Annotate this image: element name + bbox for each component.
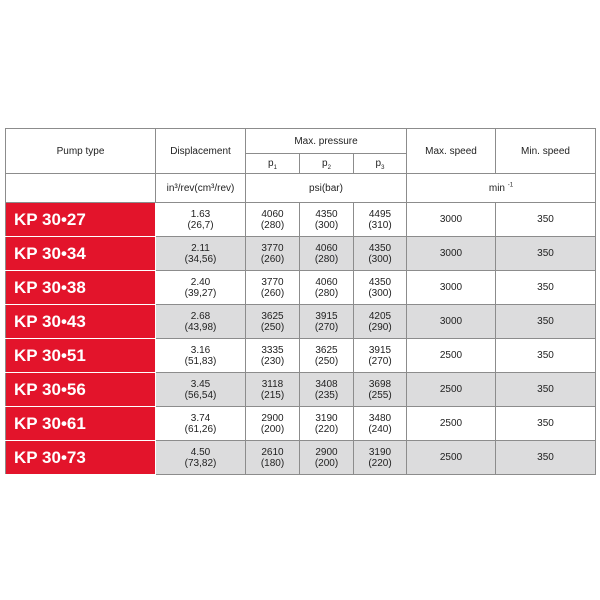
- p2-psi: 4060: [315, 242, 338, 254]
- pump-type-cell: KP 30•61: [6, 407, 156, 441]
- units-speed-label: min: [488, 182, 505, 194]
- p2-psi: 3625: [315, 344, 338, 356]
- table-row: [6, 407, 596, 441]
- units-displacement: [156, 174, 246, 203]
- p1-bar: (230): [260, 355, 285, 367]
- max-speed-cell: 2500: [407, 339, 496, 373]
- p1-bar: (200): [260, 423, 285, 435]
- displacement-metric: (51,83): [184, 355, 217, 367]
- pump-type-cell: KP 30•43: [6, 305, 156, 339]
- displacement-imperial: 3.74: [190, 412, 211, 424]
- pump-type-cell: KP 30•51: [6, 339, 156, 373]
- displacement-imperial: 3.45: [190, 378, 211, 390]
- p3-psi: 4205: [368, 310, 392, 322]
- p3-bar: (300): [368, 287, 392, 299]
- pump-spec-table: [5, 128, 596, 475]
- min-speed-cell: 350: [496, 373, 596, 407]
- p2-bar: (300): [314, 219, 339, 231]
- min-speed-cell: 350: [496, 237, 596, 271]
- table-row: [6, 305, 596, 339]
- table-row: [6, 271, 596, 305]
- displacement-imperial: 1.63: [190, 208, 211, 220]
- displacement-imperial: 2.68: [190, 310, 211, 322]
- p1-bar: (180): [260, 457, 285, 469]
- units-displacement-imperial: in³/rev: [166, 182, 195, 194]
- p3-bar: (220): [368, 457, 392, 469]
- p3-cell: [354, 441, 407, 475]
- displacement-imperial: 2.11: [191, 242, 210, 254]
- p1-cell: [246, 305, 300, 339]
- p2-bar: (280): [314, 253, 339, 265]
- p3-psi: 3190: [368, 446, 392, 458]
- max-speed-cell: 3000: [407, 203, 496, 237]
- p1-cell: [246, 271, 300, 305]
- p2-cell: [300, 203, 354, 237]
- header-max-speed: Max. speed: [407, 129, 496, 174]
- displacement-cell: [156, 203, 246, 237]
- p2-cell: [300, 271, 354, 305]
- p1-bar: (260): [260, 253, 285, 265]
- p3-cell: [354, 237, 407, 271]
- displacement-cell: [156, 237, 246, 271]
- p3-bar: (270): [368, 355, 392, 367]
- p3-bar: (310): [368, 219, 392, 231]
- header-pump-type: Pump type: [6, 129, 156, 174]
- displacement-imperial: 2.40: [190, 276, 211, 288]
- p1-cell: [246, 407, 300, 441]
- p2-psi: 4350: [315, 208, 338, 220]
- header-p3-sub: 3: [381, 165, 385, 171]
- p2-psi: 2900: [315, 446, 338, 458]
- p3-psi: 3698: [368, 378, 392, 390]
- header-p1: [246, 154, 300, 174]
- p2-bar: (250): [314, 355, 339, 367]
- min-speed-cell: 350: [496, 339, 596, 373]
- p1-cell: [246, 441, 300, 475]
- displacement-cell: [156, 441, 246, 475]
- displacement-metric: (26,7): [187, 219, 214, 231]
- header-p2: [300, 154, 354, 174]
- displacement-metric: (73,82): [184, 457, 217, 469]
- max-speed-cell: 3000: [407, 305, 496, 339]
- max-speed-cell: 3000: [407, 237, 496, 271]
- units-displacement-metric: (cm³/rev): [194, 182, 235, 194]
- table-row: [6, 441, 596, 475]
- p2-psi: 3408: [315, 378, 338, 390]
- pump-type-cell: KP 30•27: [6, 203, 156, 237]
- pump-type-cell: KP 30•38: [6, 271, 156, 305]
- p1-bar: (260): [260, 287, 285, 299]
- min-speed-cell: 350: [496, 203, 596, 237]
- units-pump-blank: [6, 174, 156, 203]
- p3-cell: [354, 203, 407, 237]
- p1-psi: 4060: [261, 208, 284, 220]
- p1-psi: 3118: [261, 378, 284, 390]
- p1-psi: 3770: [261, 242, 284, 254]
- p1-cell: [246, 373, 300, 407]
- p2-psi: 3190: [315, 412, 338, 424]
- header-max-pressure: Max. pressure: [246, 129, 407, 154]
- p3-psi: 3915: [368, 344, 392, 356]
- min-speed-cell: 350: [496, 407, 596, 441]
- table-row: [6, 237, 596, 271]
- p3-bar: (240): [368, 423, 392, 435]
- p2-cell: [300, 305, 354, 339]
- header-p1-label: p: [268, 158, 274, 169]
- p3-cell: [354, 271, 407, 305]
- p2-cell: [300, 441, 354, 475]
- p2-psi: 3915: [315, 310, 338, 322]
- displacement-cell: [156, 271, 246, 305]
- displacement-cell: [156, 339, 246, 373]
- displacement-metric: (56,54): [184, 389, 217, 401]
- units-pressure: [246, 174, 407, 203]
- p1-bar: (215): [260, 389, 285, 401]
- p3-bar: (290): [368, 321, 392, 333]
- displacement-metric: (39,27): [184, 287, 217, 299]
- p2-cell: [300, 339, 354, 373]
- table-row: [6, 203, 596, 237]
- p3-psi: 4495: [368, 208, 392, 220]
- units-pressure-metric: (bar): [321, 182, 343, 194]
- p3-cell: [354, 305, 407, 339]
- p1-psi: 2900: [261, 412, 284, 424]
- p2-cell: [300, 237, 354, 271]
- p1-psi: 3625: [261, 310, 284, 322]
- table-row: [6, 339, 596, 373]
- pump-type-cell: KP 30•73: [6, 441, 156, 475]
- p3-psi: 4350: [368, 276, 392, 288]
- p1-psi: 3335: [261, 344, 284, 356]
- header-units-row: [6, 174, 596, 203]
- max-speed-cell: 2500: [407, 373, 496, 407]
- p3-cell: [354, 373, 407, 407]
- pump-type-cell: KP 30•56: [6, 373, 156, 407]
- displacement-metric: (43,98): [184, 321, 217, 333]
- p3-psi: 3480: [368, 412, 392, 424]
- header-min-speed: Min. speed: [496, 129, 596, 174]
- p2-bar: (200): [314, 457, 339, 469]
- p2-cell: [300, 373, 354, 407]
- p3-bar: (300): [368, 253, 392, 265]
- header-p3: [354, 154, 407, 174]
- header-p3-label: p: [375, 158, 382, 169]
- p2-cell: [300, 407, 354, 441]
- p3-psi: 4350: [368, 242, 392, 254]
- p3-bar: (255): [368, 389, 392, 401]
- p1-cell: [246, 339, 300, 373]
- units-speed: [407, 174, 596, 203]
- p1-psi: 3770: [261, 276, 284, 288]
- p2-psi: 4060: [315, 276, 338, 288]
- p2-bar: (270): [314, 321, 339, 333]
- min-speed-cell: 350: [496, 441, 596, 475]
- p3-cell: [354, 339, 407, 373]
- p1-cell: [246, 203, 300, 237]
- p2-bar: (280): [314, 287, 339, 299]
- p1-bar: (280): [260, 219, 285, 231]
- max-speed-cell: 2500: [407, 441, 496, 475]
- displacement-cell: [156, 373, 246, 407]
- p1-psi: 2610: [261, 446, 284, 458]
- displacement-imperial: 4.50: [190, 446, 211, 458]
- displacement-cell: [156, 305, 246, 339]
- header-p1-sub: 1: [273, 165, 277, 171]
- p2-bar: (235): [314, 389, 339, 401]
- p2-bar: (220): [314, 423, 339, 435]
- header-p2-label: p: [322, 158, 328, 169]
- displacement-imperial: 3.16: [190, 344, 211, 356]
- units-speed-exp: -1: [507, 182, 514, 189]
- displacement-metric: (34,56): [184, 253, 217, 265]
- pump-type-cell: KP 30•34: [6, 237, 156, 271]
- p1-cell: [246, 237, 300, 271]
- p1-bar: (250): [260, 321, 285, 333]
- min-speed-cell: 350: [496, 271, 596, 305]
- header-p2-sub: 2: [327, 165, 331, 171]
- max-speed-cell: 3000: [407, 271, 496, 305]
- displacement-cell: [156, 407, 246, 441]
- min-speed-cell: 350: [496, 305, 596, 339]
- table-row: [6, 373, 596, 407]
- header-row-1: [6, 129, 596, 154]
- header-displacement: Displacement: [156, 129, 246, 174]
- displacement-metric: (61,26): [184, 423, 217, 435]
- units-pressure-imperial: psi: [309, 182, 322, 194]
- max-speed-cell: 2500: [407, 407, 496, 441]
- p3-cell: [354, 407, 407, 441]
